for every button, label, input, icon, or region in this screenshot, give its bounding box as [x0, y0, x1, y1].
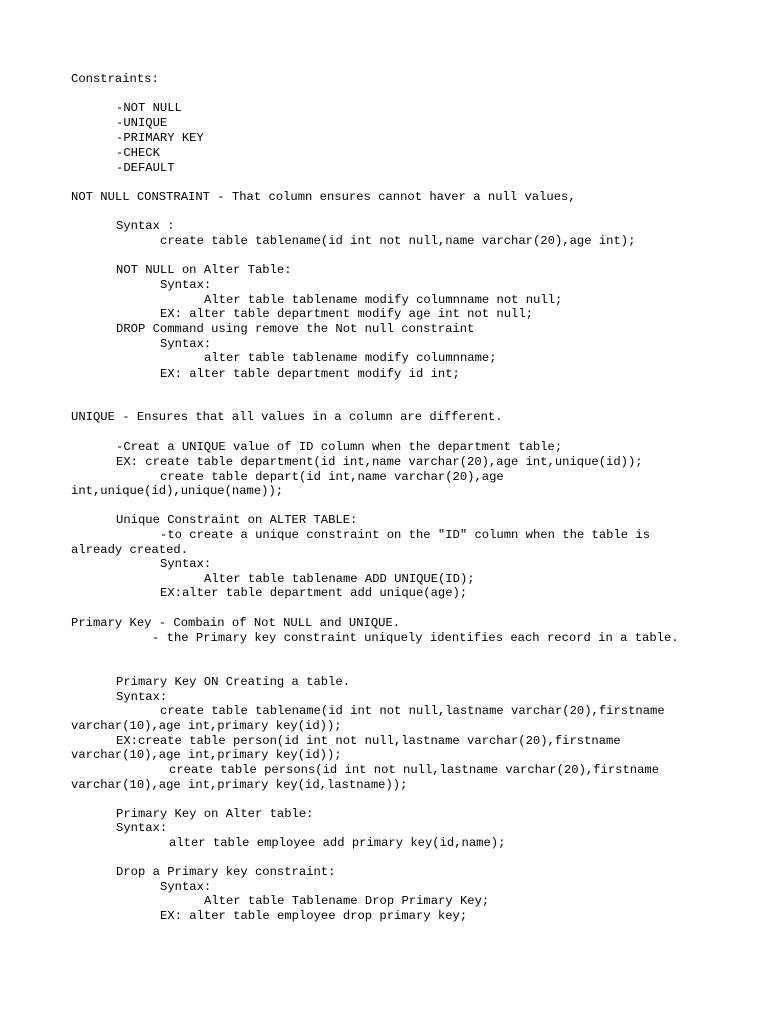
text-line: create table depart(id int,name varchar(20),age [160, 470, 504, 484]
text-line: create table tablename(id int not null,name varchar(20),age int); [160, 234, 636, 248]
text-line: Syntax: [116, 821, 168, 835]
text-line: -NOT NULL [116, 101, 182, 115]
text-line: EX: alter table department modify age int not null; [160, 307, 533, 321]
text-line: Alter table tablename ADD UNIQUE(ID); [204, 572, 475, 586]
text-line: create table tablename(id int not null,lastname varchar(20),firstname [160, 704, 665, 718]
text-line: Syntax: [160, 278, 212, 292]
text-line: create table persons(id int not null,lastname varchar(20),firstname [169, 763, 660, 777]
text-line: Syntax: [116, 690, 168, 704]
text-line: Syntax: [160, 880, 212, 894]
text-line: -DEFAULT [116, 161, 175, 175]
text-line: EX: alter table employee drop primary key; [160, 909, 468, 923]
text-line: -UNIQUE [116, 116, 168, 130]
text-line: - the Primary key constraint uniquely identifies each record in a table. [152, 631, 679, 645]
text-line: Syntax : [116, 219, 175, 233]
text-line: EX: alter table department modify id int; [160, 367, 460, 381]
text-line: Unique Constraint on ALTER TABLE: [116, 513, 358, 527]
text-line: Primary Key on Alter table: [116, 807, 314, 821]
text-line: NOT NULL on Alter Table: [116, 263, 292, 277]
text-line: -to create a unique constraint on the "ID" column when the table is [160, 528, 651, 542]
text-line: -CHECK [116, 146, 160, 160]
text-line: varchar(10),age int,primary key(id)); [71, 748, 342, 762]
text-line: varchar(10),age int,primary key(id,lastname)); [71, 778, 408, 792]
text-line: Alter table tablename modify columnname not null; [204, 293, 563, 307]
text-line: alter table employee add primary key(id,name); [169, 836, 506, 850]
text-line: Primary Key - Combain of Not NULL and UNIQUE. [71, 616, 401, 630]
text-line: NOT NULL CONSTRAINT - That column ensures cannot haver a null values, [71, 190, 576, 204]
text-line: -PRIMARY KEY [116, 131, 204, 145]
text-line: already created. [71, 543, 189, 557]
text-line: -Creat a UNIQUE value of ID column when the department table; [116, 440, 563, 454]
text-line: EX:create table person(id int not null,lastname varchar(20),firstname [116, 734, 621, 748]
text-line: Constraints: [71, 72, 159, 86]
text-line: Alter table Tablename Drop Primary Key; [204, 894, 490, 908]
text-line: UNIQUE - Ensures that all values in a column are different. [71, 410, 503, 424]
text-line: Drop a Primary key constraint: [116, 865, 336, 879]
text-line: Primary Key ON Creating a table. [116, 675, 351, 689]
text-line: alter table tablename modify columnname; [204, 351, 497, 365]
text-line: EX: create table department(id int,name varchar(20),age int,unique(id)); [116, 455, 643, 469]
text-line: int,unique(id),unique(name)); [71, 484, 284, 498]
text-line: EX:alter table department add unique(age); [160, 586, 468, 600]
text-line: DROP Command using remove the Not null constraint [116, 322, 475, 336]
text-line: Syntax: [160, 557, 212, 571]
text-line: Syntax: [160, 337, 212, 351]
text-line: varchar(10),age int,primary key(id)); [71, 719, 342, 733]
